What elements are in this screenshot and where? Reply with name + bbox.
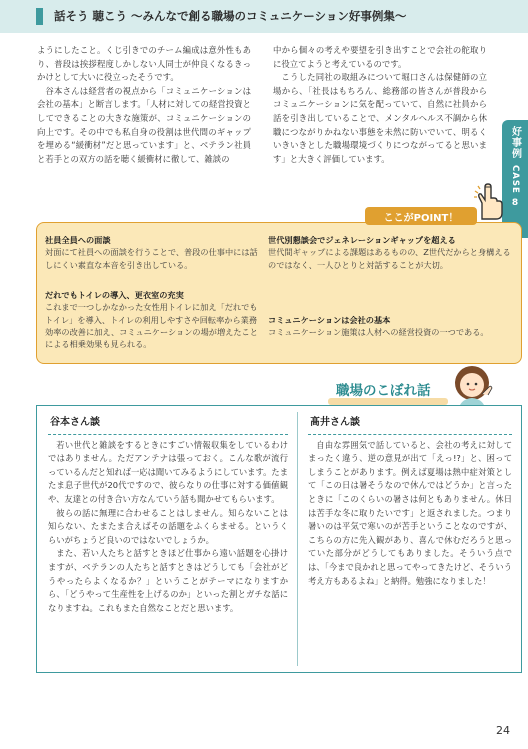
body-paragraph: ようにしたこと。くじ引きでのチーム編成は意外性もあり、普段は挨拶程度しかしない人同士が仲良くなるきっかけとして大いに役立ったそうです。 xyxy=(37,45,251,83)
case-tab-case: CASE xyxy=(510,165,520,194)
point-item-body: これまで一つしかなかった女性用トイレに加え「だれでもトイレ」を導入、トイレの利用しやすさや回転率から業務効率の改善に加え、コミュニケーションの場が増えたことによる相乗効果も見られる。 xyxy=(45,302,258,350)
story-speaker-name: 谷本さん談 xyxy=(50,417,100,428)
body-column-left xyxy=(37,44,251,166)
kobore-title: 職場のこぼれ話 xyxy=(336,383,431,399)
body-paragraph: 中から個々の考えや要望を引き出すことで会社の舵取りに役立てようと考えているのです。 xyxy=(273,45,487,69)
point-item xyxy=(45,289,260,350)
body-paragraph: 谷本さんは経営者の視点から「コミュニケーションは会社の基本」と断言します。「人材に対しての経営投資としてできることの大きな施策が、コミュニケーションの向上です。その中でも私自身の役割は世代間のギャップを埋める“緩衝材”だと思っています」と、ベテラン社員と若手との双方の話を聴く緩衝材に徹して、雑談の xyxy=(37,85,251,164)
point-item-heading: 社員全員への面談 xyxy=(45,235,111,245)
story-name-rule xyxy=(48,434,288,435)
page-number: 24 xyxy=(496,724,510,737)
point-item-body: 対面にて社員への面談を行うことで、普段の仕事中には話しにくい素直な本音を引き出している。 xyxy=(45,247,258,270)
case-tab-number: 8 xyxy=(511,197,519,208)
point-item-heading: 世代別懇談会でジェネレーションギャップを超える xyxy=(268,235,456,245)
point-item xyxy=(268,234,516,271)
story-speaker-name: 髙井さん談 xyxy=(310,417,360,428)
point-item-body: コミュニケーション施策は人材への経営投資の一つである。 xyxy=(268,327,489,338)
case-tab-label: 好事例 xyxy=(509,126,521,159)
point-item-heading: だれでもトイレの導入、更衣室の充実 xyxy=(45,290,184,300)
point-label: ここがPOINT！ xyxy=(365,207,477,225)
point-item-heading: コミュニケーションは会社の基本 xyxy=(268,315,391,325)
header-accent-bar xyxy=(36,8,43,25)
pointing-hand-icon xyxy=(472,183,506,221)
body-paragraph: こうした同社の取組みについて堀口さんは保健師の立場から、「社長はもちろん、総務部の皆さんが普段からコミュニケーションに気を配っていて、自然に社員から話を引き出していることで、メンタルヘルス不調から休職につながりかねない事態を未然に防いでいて、明るくいきいきとした職場環境づくりにつながってると思います」と大きく評価しています。 xyxy=(273,72,487,164)
page-header-title: 話そう 聴こう ～みんなで創る職場のコミュニケーション好事例集～ xyxy=(54,9,407,23)
story-paragraph: 自由な雰囲気で話していると、会社の考えに対してまったく違う、逆の意見が出て「えっ!?」と、困ってしまうことがあります。例えば夏場は熱中症対策として「この日は暑そうなので休んではどうか」と言ったときに「このくらいの暑さは何ともありません。休日は苦手な冬に取りたいです」と返されました。つまり暑いのは平気で寒いのが苦手ということなのですが、こちらの方に先入観があり、喜んで休むだろうと思っていた部分がどうしてもありました。そういう点では、「今まで良かれと思ってやってきたけど、そういう考え方もあるよね」と納得。勉強になりました！ xyxy=(308,439,512,586)
story-paragraph: 彼らの話に無理に合わせることはしません。知らないことは知らない、たまたま合えばその話題をふくらませる。というくらいがちょうど良いのではないでしょうか。 xyxy=(48,507,288,545)
story-column-takai xyxy=(308,416,512,588)
kobore-title-underline xyxy=(328,398,448,405)
story-divider xyxy=(297,412,298,666)
person-illustration-icon xyxy=(448,361,496,411)
story-paragraph: 若い世代と雑談をするときにすごい情報収集をしているわけではありません。ただアンテナは張っておく。こんな歌が流行っているんだと知れば一応は聞いてみるようにしています。たまたま息子世代が20代ですので、彼らなりの仕事に対する価値観や、友達との付き合い方なんていう話も聞かせてもらいます。 xyxy=(48,439,288,504)
story-column-tanimoto xyxy=(48,416,288,615)
point-item xyxy=(268,314,516,339)
body-column-right xyxy=(273,44,487,166)
story-name-rule xyxy=(308,434,512,435)
story-paragraph: また、若い人たちと話すときほど仕事から遠い話題を心掛けますが、ベテランの人たちと話すときはどうしても「会社がどうやったらよくなるか？」ということがテーマになりますから、「どうやって生産性を上げるのか」といった割とガチな話になりますね。これもまた自然なことだと思います。 xyxy=(48,548,288,613)
point-item xyxy=(45,234,260,271)
point-item-body: 世代間ギャップによる課題はあるものの、Z世代だからと身構えるのではなく、一人ひとりと対話することが大切。 xyxy=(268,247,511,270)
